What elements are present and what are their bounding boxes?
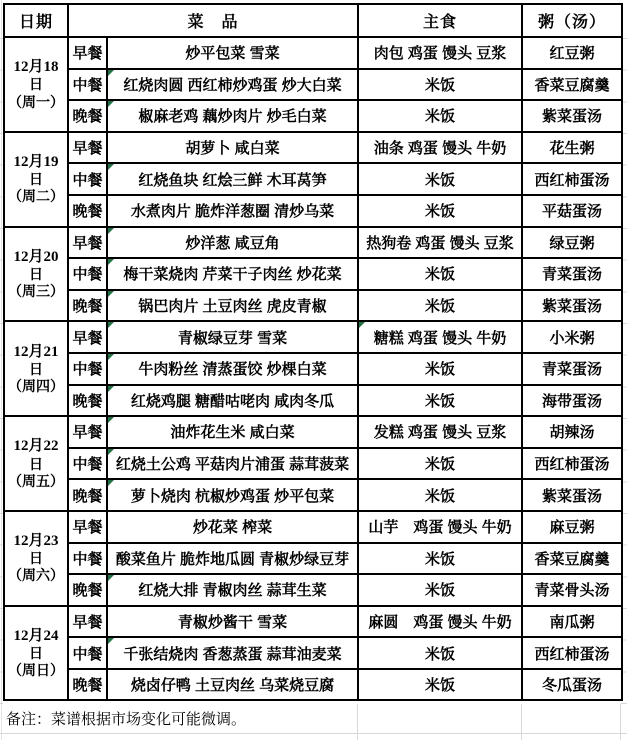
header-date: 日期: [4, 4, 68, 37]
meal-row: [4, 479, 622, 511]
meal-label: 晚餐: [68, 479, 107, 511]
menu-table: [3, 3, 623, 701]
date-line: （周二）: [8, 188, 64, 205]
date-line: 日: [29, 645, 43, 662]
dishes-cell: 锅巴肉片 土豆肉丝 虎皮青椒: [107, 290, 358, 322]
date-line: 日: [29, 171, 43, 188]
staple-cell: 米饭: [358, 448, 522, 480]
dishes-cell: 千张结烧肉 香葱蒸蛋 蒜茸油麦菜: [107, 637, 358, 669]
meal-label: 早餐: [68, 416, 107, 448]
soup-cell: 青菜骨头汤: [522, 574, 622, 606]
faint-gridline: [620, 704, 621, 740]
soup-cell: 西红柿蛋汤: [522, 637, 622, 669]
meal-row: [4, 606, 622, 638]
meal-row: [4, 258, 622, 290]
header-staple: 主食: [358, 4, 522, 37]
date-line: 日: [29, 360, 43, 377]
soup-cell: 海带蛋汤: [522, 385, 622, 417]
header-dishes: 菜 品: [68, 4, 358, 37]
date-line: （周三）: [8, 283, 64, 300]
meal-label: 早餐: [68, 227, 107, 259]
date-line: 12月20: [13, 248, 59, 265]
meal-label: 中餐: [68, 637, 107, 669]
staple-cell: 米饭: [358, 385, 522, 417]
meal-row: [4, 669, 622, 701]
meal-row: [4, 290, 622, 322]
meal-row: [4, 195, 622, 227]
footnote: 备注：菜谱根据市场变化可能微调。: [6, 711, 247, 728]
meal-label: 早餐: [68, 37, 107, 69]
meal-label: 早餐: [68, 132, 107, 164]
date-line: 日: [29, 76, 43, 93]
staple-cell: 米饭: [358, 574, 522, 606]
dishes-cell: 牛肉粉丝 清蒸蛋饺 炒棵白菜: [107, 353, 358, 385]
meal-label: 中餐: [68, 258, 107, 290]
date-line: 日: [29, 455, 43, 472]
soup-cell: 冬瓜蛋汤: [522, 669, 622, 701]
date-line: 12月23: [13, 533, 59, 550]
meal-row: [4, 574, 622, 606]
faint-gridline: [357, 704, 358, 740]
dishes-cell: 红烧鱼块 红烩三鲜 木耳莴笋: [107, 163, 358, 195]
staple-cell: 米饭: [358, 163, 522, 195]
soup-cell: 紫菜蛋汤: [522, 479, 622, 511]
dishes-cell: 萝卜烧肉 杭椒炒鸡蛋 炒平包菜: [107, 479, 358, 511]
date-line: 12月21: [13, 343, 59, 360]
soup-cell: 青菜蛋汤: [522, 353, 622, 385]
meal-row: [4, 448, 622, 480]
staple-cell: 热狗卷 鸡蛋 馒头 豆浆: [358, 227, 522, 259]
date-cell: [4, 511, 68, 606]
dishes-cell: 红烧鸡腿 糖醋咕咾肉 咸肉冬瓜: [107, 385, 358, 417]
soup-cell: 青菜蛋汤: [522, 258, 622, 290]
staple-cell: 肉包 鸡蛋 馒头 豆浆: [358, 37, 522, 69]
date-line: 12月22: [13, 438, 59, 455]
meal-label: 晚餐: [68, 385, 107, 417]
meal-label: 早餐: [68, 511, 107, 543]
dishes-cell: 烧卤仔鸭 土豆肉丝 乌菜烧豆腐: [107, 669, 358, 701]
dishes-cell: 炒花菜 榨菜: [107, 511, 358, 543]
staple-cell: 米饭: [358, 195, 522, 227]
date-line: 日: [29, 550, 43, 567]
dishes-cell: 椒麻老鸡 藕炒肉片 炒毛白菜: [107, 100, 358, 132]
meal-label: 中餐: [68, 353, 107, 385]
meal-row: [4, 385, 622, 417]
date-line: 日: [29, 266, 43, 283]
meal-label: 晚餐: [68, 100, 107, 132]
date-cell: [4, 132, 68, 227]
date-line: （周五）: [8, 472, 64, 489]
staple-cell: 米饭: [358, 353, 522, 385]
dishes-cell: 梅干菜烧肉 芹菜干子肉丝 炒花菜: [107, 258, 358, 290]
dishes-cell: 红烧肉圆 西红柿炒鸡蛋 炒大白菜: [107, 69, 358, 101]
meal-row: [4, 321, 622, 353]
meal-label: 早餐: [68, 606, 107, 638]
meal-row: [4, 511, 622, 543]
meal-row: [4, 416, 622, 448]
soup-cell: 花生粥: [522, 132, 622, 164]
dishes-cell: 酸菜鱼片 脆炸地瓜圆 青椒炒绿豆芽: [107, 543, 358, 575]
meal-label: 中餐: [68, 543, 107, 575]
meal-label: 早餐: [68, 321, 107, 353]
meal-row: [4, 100, 622, 132]
meal-label: 晚餐: [68, 290, 107, 322]
meal-row: [4, 37, 622, 69]
dishes-cell: 青椒绿豆芽 雪菜: [107, 321, 358, 353]
staple-cell: 米饭: [358, 258, 522, 290]
soup-cell: 紫菜蛋汤: [522, 290, 622, 322]
meal-row: [4, 69, 622, 101]
dishes-cell: 胡萝卜 咸白菜: [107, 132, 358, 164]
staple-cell: 米饭: [358, 479, 522, 511]
staple-cell: 米饭: [358, 637, 522, 669]
soup-cell: 红豆粥: [522, 37, 622, 69]
dishes-cell: 炒平包菜 雪菜: [107, 37, 358, 69]
staple-cell: 米饭: [358, 543, 522, 575]
meal-label: 晚餐: [68, 669, 107, 701]
soup-cell: 绿豆粥: [522, 227, 622, 259]
date-cell: [4, 606, 68, 701]
meal-label: 中餐: [68, 448, 107, 480]
soup-cell: 南瓜粥: [522, 606, 622, 638]
faint-gridline: [0, 733, 627, 734]
meal-row: [4, 353, 622, 385]
soup-cell: 麻豆粥: [522, 511, 622, 543]
date-cell: [4, 227, 68, 322]
dishes-cell: 炒洋葱 咸豆角: [107, 227, 358, 259]
meal-row: [4, 227, 622, 259]
staple-cell: 油条 鸡蛋 馒头 牛奶: [358, 132, 522, 164]
meal-row: [4, 163, 622, 195]
staple-cell: 麻圆 鸡蛋 馒头 牛奶: [358, 606, 522, 638]
meal-label: 中餐: [68, 69, 107, 101]
soup-cell: 香菜豆腐羹: [522, 69, 622, 101]
soup-cell: 香菜豆腐羹: [522, 543, 622, 575]
dishes-cell: 水煮肉片 脆炸洋葱圈 清炒乌菜: [107, 195, 358, 227]
meal-label: 晚餐: [68, 574, 107, 606]
soup-cell: 平菇蛋汤: [522, 195, 622, 227]
meal-row: [4, 543, 622, 575]
date-line: （周日）: [8, 662, 64, 679]
dishes-cell: 红烧土公鸡 平菇肉片浦蛋 蒜茸菠菜: [107, 448, 358, 480]
meal-label: 中餐: [68, 163, 107, 195]
date-cell: [4, 321, 68, 416]
soup-cell: 紫菜蛋汤: [522, 100, 622, 132]
staple-cell: 米饭: [358, 290, 522, 322]
meal-label: 晚餐: [68, 195, 107, 227]
header-row: [4, 4, 622, 37]
date-line: 12月24: [13, 627, 59, 644]
staple-cell: 米饭: [358, 669, 522, 701]
date-line: 12月18: [13, 59, 59, 76]
date-line: （周一）: [8, 93, 64, 110]
dishes-cell: 青椒炒酱干 雪菜: [107, 606, 358, 638]
date-line: 12月19: [13, 153, 59, 170]
meal-row: [4, 132, 622, 164]
staple-cell: 糖糕 鸡蛋 馒头 牛奶: [358, 321, 522, 353]
staple-cell: 米饭: [358, 100, 522, 132]
date-line: （周六）: [8, 567, 64, 584]
soup-cell: 胡辣汤: [522, 416, 622, 448]
soup-cell: 西红柿蛋汤: [522, 448, 622, 480]
header-soup: 粥（汤）: [522, 4, 622, 37]
staple-cell: 发糕 鸡蛋 馒头 豆浆: [358, 416, 522, 448]
dishes-cell: 红烧大排 青椒肉丝 蒜茸生菜: [107, 574, 358, 606]
date-line: （周四）: [8, 377, 64, 394]
dishes-cell: 油炸花生米 咸白菜: [107, 416, 358, 448]
soup-cell: 西红柿蛋汤: [522, 163, 622, 195]
faint-gridline: [521, 704, 522, 740]
staple-cell: 米饭: [358, 69, 522, 101]
meal-row: [4, 637, 622, 669]
soup-cell: 小米粥: [522, 321, 622, 353]
staple-cell: 山芋 鸡蛋 馒头 牛奶: [358, 511, 522, 543]
date-cell: [4, 37, 68, 132]
date-cell: [4, 416, 68, 511]
